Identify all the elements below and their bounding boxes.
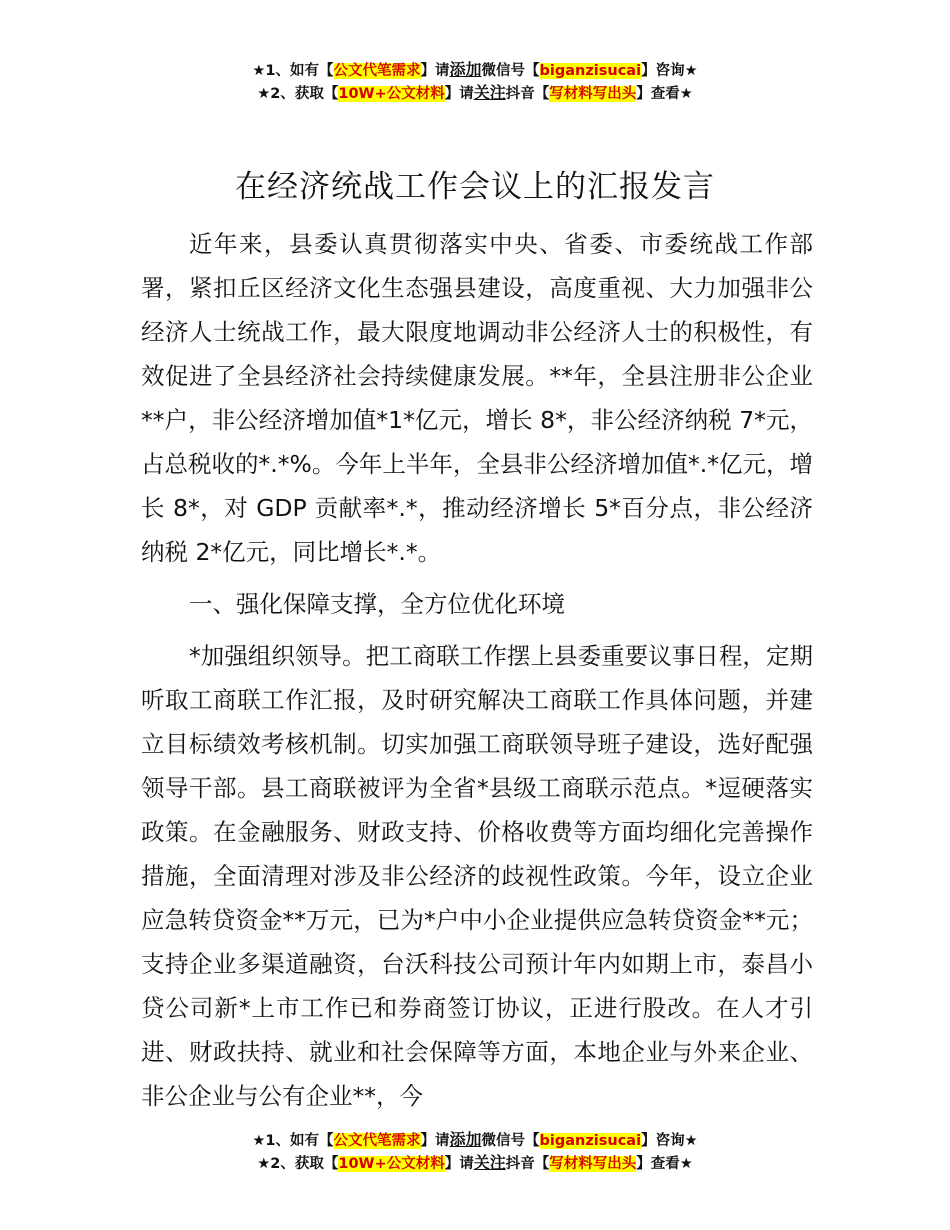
banner-line-2 <box>0 1152 950 1175</box>
banner-text: ★2、获取【 <box>257 86 339 102</box>
document-body <box>141 222 813 1118</box>
banner-text: 】请 <box>444 86 474 102</box>
banner-line-2 <box>0 82 950 105</box>
banner-highlight: biganzisucai <box>539 63 642 79</box>
paragraph-section-1: *加强组织领导。把工商联工作摆上县委重要议事日程，定期听取工商联工作汇报，及时研究解决工商联工作具体问题，并建立目标绩效考核机制。切实加强工商联领导班子建设，选好配强领导干部。县工商联被评为全省*县级工商联示范点。*逗硬落实政策。在金融服务、财政支持、价格收费等方面均细化完善操作措施，全面清理对涉及非公经济的歧视性政策。今年，设立企业应急转贷资金**万元，已为*户中小企业提供应急转贷资金**元；支持企业多渠道融资，台沃科技公司预计年内如期上市，泰昌小贷公司新*上市工作已和券商签订协议，正进行股改。在人才引进、财政扶持、就业和社会保障等方面，本地企业与外来企业、非公企业与公有企业**，今 <box>141 642 813 1110</box>
banner-highlight: 公文代笔需求 <box>333 1133 421 1149</box>
banner-text: 】咨询★ <box>641 1133 698 1149</box>
banner-text: 微信号【 <box>481 1133 540 1149</box>
banner-highlight: 10W+公文材料 <box>338 86 445 102</box>
banner-underlined: 关注 <box>473 83 506 102</box>
banner-text: 】请 <box>420 1133 450 1149</box>
bottom-banner <box>0 1129 950 1175</box>
paragraph-intro: 近年来，县委认真贯彻落实中央、省委、市委统战工作部署，紧扣丘区经济文化生态强县建设，高度重视、大力加强非公经济人士统战工作，最大限度地调动非公经济人士的积极性，有效促进了全县经济社会持续健康发展。**年，全县注册非公企业**户，非公经济增加值*1*亿元，增长 8*，非公经济纳税 7*元，占总税收的*.*%。今年上半年，全县非公经济增加值*.*亿元，增长 8*，对 GDP 贡献率*.*，推动经济增长 5*百分点，非公经济纳税 2*亿元，同比增长*.*。 <box>141 230 813 566</box>
banner-line-1 <box>0 1129 950 1152</box>
banner-text: 】查看★ <box>636 86 693 102</box>
banner-highlight: 写材料写出头 <box>549 86 637 102</box>
banner-line-1 <box>0 59 950 82</box>
banner-text: 】请 <box>420 63 450 79</box>
banner-underlined: 添加 <box>449 60 482 79</box>
banner-highlight: 10W+公文材料 <box>338 1156 445 1172</box>
banner-text: 抖音【 <box>505 1156 550 1172</box>
banner-highlight: 写材料写出头 <box>549 1156 637 1172</box>
banner-underlined: 关注 <box>473 1153 506 1172</box>
document-title: 在经济统战工作会议上的汇报发言 <box>235 169 715 205</box>
section-heading: 一、强化保障支撑，全方位优化环境 <box>189 590 565 618</box>
top-banner <box>0 59 950 105</box>
banner-text: 抖音【 <box>505 86 550 102</box>
banner-text: 微信号【 <box>481 63 540 79</box>
banner-text: ★2、获取【 <box>257 1156 339 1172</box>
banner-highlight: 公文代笔需求 <box>333 63 421 79</box>
banner-text: 】咨询★ <box>641 63 698 79</box>
banner-text: ★1、如有【 <box>252 63 334 79</box>
banner-text: 】请 <box>444 1156 474 1172</box>
banner-text: 】查看★ <box>636 1156 693 1172</box>
banner-text: ★1、如有【 <box>252 1133 334 1149</box>
banner-underlined: 添加 <box>449 1130 482 1149</box>
banner-highlight: biganzisucai <box>539 1133 642 1149</box>
